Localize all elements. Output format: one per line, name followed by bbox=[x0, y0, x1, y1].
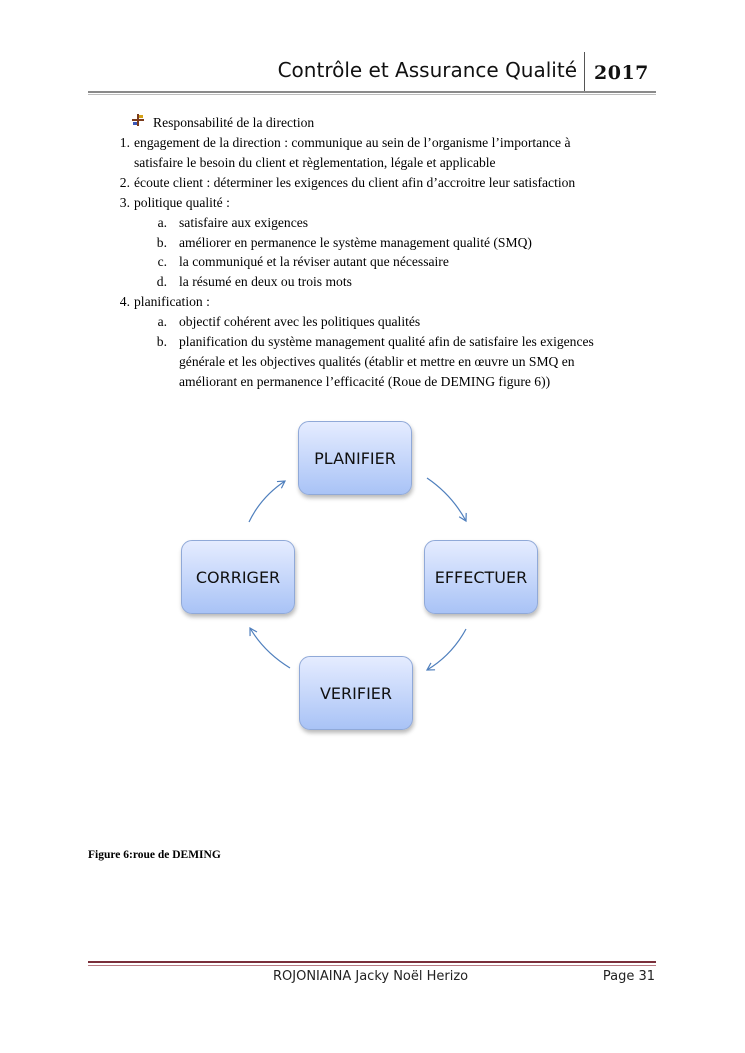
sub-item-text: satisfaire aux exigences bbox=[179, 215, 309, 230]
sub-item-text: la résumé en deux ou trois mots bbox=[179, 274, 352, 289]
sub-item-text: objectif cohérent avec les politiques qualités bbox=[179, 314, 421, 329]
sub-item-text: améliorer en permanence le système management qualité (SMQ) bbox=[179, 235, 532, 250]
section-title: Responsabilité de la direction bbox=[153, 115, 315, 130]
footer-author: ROJONIAINA Jacky Noël Herizo bbox=[273, 969, 469, 984]
sub-letter: a. bbox=[157, 314, 167, 329]
footer-rule bbox=[88, 961, 656, 963]
figure-caption: Figure 6:roue de DEMING bbox=[88, 849, 221, 861]
list-item-text: satisfaire le besoin du client et règlementation, légale et applicable bbox=[134, 155, 496, 170]
list-number: 4. bbox=[119, 294, 130, 309]
node-planifier: PLANIFIER bbox=[298, 421, 412, 495]
list-number: 1. bbox=[119, 135, 130, 150]
header-rule bbox=[88, 91, 656, 93]
node-effectuer: EFFECTUER bbox=[424, 540, 538, 614]
list-item-text: écoute client : déterminer les exigences du client afin d’accroitre leur satisfaction bbox=[134, 175, 576, 190]
list-item-text: planification : bbox=[134, 294, 210, 309]
arrow-effectuer-to-verifier bbox=[427, 629, 466, 670]
sub-letter: d. bbox=[156, 274, 167, 289]
footer-rule-thin bbox=[88, 965, 656, 966]
list-number: 2. bbox=[119, 175, 130, 190]
header-rule-thin bbox=[88, 94, 656, 95]
bullet-icon bbox=[131, 113, 153, 133]
arrow-corriger-to-planifier bbox=[249, 481, 285, 522]
sub-item-text: améliorant en permanence l’efficacité (Roue de DEMING figure 6)) bbox=[179, 374, 551, 389]
sub-letter: c. bbox=[157, 254, 167, 269]
page-number: Page 31 bbox=[602, 969, 655, 984]
arrow-planifier-to-effectuer bbox=[427, 478, 466, 521]
node-verifier: VERIFIER bbox=[299, 656, 413, 730]
sub-letter: a. bbox=[157, 215, 167, 230]
list-number: 3. bbox=[119, 195, 130, 210]
list-item-text: politique qualité : bbox=[134, 195, 230, 210]
header-year: 2017 bbox=[594, 62, 649, 84]
section-heading bbox=[131, 113, 314, 133]
sub-item-text: générale et les objectives qualités (établir et mettre en œuvre un SMQ en bbox=[179, 354, 575, 369]
sub-letter: b. bbox=[156, 334, 167, 349]
list-item-text: engagement de la direction : communique au sein de l’organisme l’importance à bbox=[134, 135, 571, 150]
header-separator bbox=[584, 52, 585, 92]
sub-letter: b. bbox=[156, 235, 167, 250]
sub-item-text: planification du système management qualité afin de satisfaire les exigences bbox=[179, 334, 594, 349]
header-title: Contrôle et Assurance Qualité bbox=[277, 58, 577, 82]
arrow-verifier-to-corriger bbox=[250, 628, 290, 668]
sub-item-text: la communiqué et la réviser autant que nécessaire bbox=[179, 254, 449, 269]
node-corriger: CORRIGER bbox=[181, 540, 295, 614]
